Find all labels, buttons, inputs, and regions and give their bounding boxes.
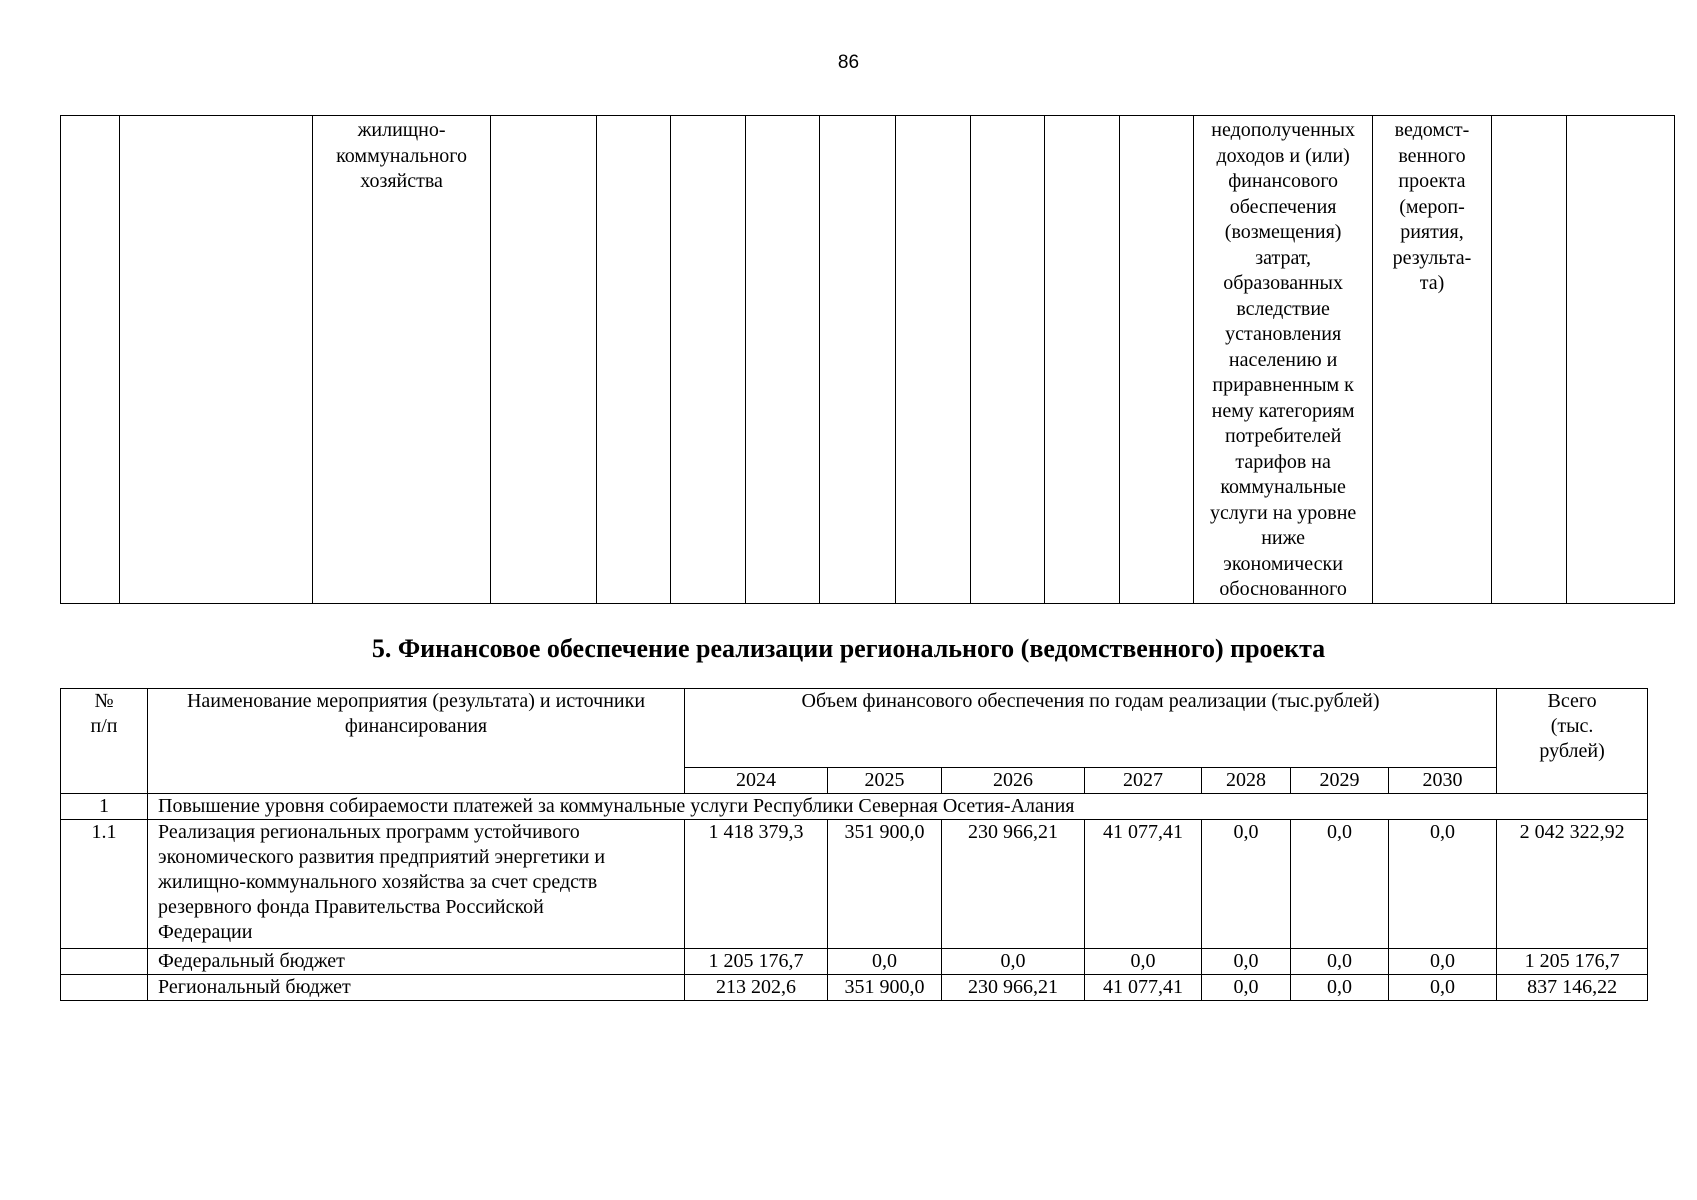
row-total: 2 042 322,92 [1497,820,1648,949]
row-total: 1 205 176,7 [1497,949,1648,975]
header-name-text: Наименование мероприятия (результата) и источники финансирования [186,690,646,737]
year-header: 2026 [942,768,1085,794]
row-value: 0,0 [1389,975,1497,1001]
continuation-table [60,115,1675,604]
cont-cell-category [312,116,491,604]
row-value: 0,0 [1202,820,1291,949]
cont-cell [596,116,670,604]
finance-table [60,688,1648,1001]
row-name [148,820,685,949]
header-row [61,689,1648,768]
row-value: 213 202,6 [685,975,828,1001]
cont-cell [1044,116,1119,604]
cont-cell-description [1194,116,1373,604]
year-header: 2027 [1085,768,1202,794]
header-num-text: № п/п [90,690,118,737]
cont-cell [895,116,970,604]
row-value: 0,0 [1291,949,1389,975]
header-volume: Объем финансового обеспечения по годам реализации (тыс.рублей) [685,689,1497,768]
row-value: 0,0 [942,949,1085,975]
year-header: 2025 [828,768,942,794]
cont-text: недополученных доходов и (или) финансового обеспечения (возмещения) затрат, образованных вследствие установления населению и приравненным к нему категориям потребителей тарифов на коммунальные услуги на уровне ниже экономически обоснованного [1209,119,1357,600]
cont-cell [119,116,312,604]
cont-cell [1567,116,1675,604]
row-name: Повышение уровня собираемости платежей за коммунальные услуги Республики Северная Осетия-Алания [148,794,1648,820]
row-value: 230 966,21 [942,820,1085,949]
row-value: 0,0 [1202,975,1291,1001]
cont-cell [671,116,746,604]
row-value: 41 077,41 [1085,975,1202,1001]
row-value: 1 418 379,3 [685,820,828,949]
cont-cell-type [1372,116,1491,604]
section-title: 5. Финансовое обеспечение реализации регионального (ведомственного) проекта [371,634,1326,663]
row-value: 0,0 [1389,820,1497,949]
year-header: 2029 [1291,768,1389,794]
row-value: 0,0 [1085,949,1202,975]
cont-cell [491,116,597,604]
cont-text: ведомст- венного проекта (мероп- риятия, результа- та) [1392,119,1472,294]
page-number: 86 [837,52,860,73]
header-total [1497,689,1648,794]
row-value: 351 900,0 [828,820,942,949]
header-total-text: Всего (тыс. рублей) [1539,690,1605,762]
header-name [148,689,685,794]
row-name: Региональный бюджет [148,975,685,1001]
table-row [61,820,1648,949]
row-value: 0,0 [1202,949,1291,975]
row-num [61,949,148,975]
cont-cell [1492,116,1567,604]
year-header: 2030 [1389,768,1497,794]
row-name: Федеральный бюджет [148,949,685,975]
row-value: 41 077,41 [1085,820,1202,949]
cont-cell [746,116,820,604]
row-num [61,975,148,1001]
table-row [61,975,1648,1001]
row-value: 0,0 [1389,949,1497,975]
row-num: 1 [61,794,148,820]
year-header: 2028 [1202,768,1291,794]
cont-cell [1120,116,1194,604]
row-value: 0,0 [828,949,942,975]
table-row [61,949,1648,975]
row-value: 230 966,21 [942,975,1085,1001]
row-value: 0,0 [1291,820,1389,949]
cont-cell [61,116,120,604]
year-header: 2024 [685,768,828,794]
row-value: 0,0 [1291,975,1389,1001]
table-row [61,794,1648,820]
cont-cell [970,116,1044,604]
row-name-text: Реализация региональных программ устойчивого экономического развития предприятий энергетики и жилищно-коммунального хозяйства за счет средств резервного фонда Правительства Российской Федерации [158,821,606,943]
cont-cell [820,116,895,604]
row-value: 351 900,0 [828,975,942,1001]
row-value: 1 205 176,7 [685,949,828,975]
row-total: 837 146,22 [1497,975,1648,1001]
cont-text: жилищно- коммунального хозяйства [336,119,468,192]
continuation-row [61,116,1675,604]
header-num [61,689,148,794]
row-num: 1.1 [61,820,148,949]
